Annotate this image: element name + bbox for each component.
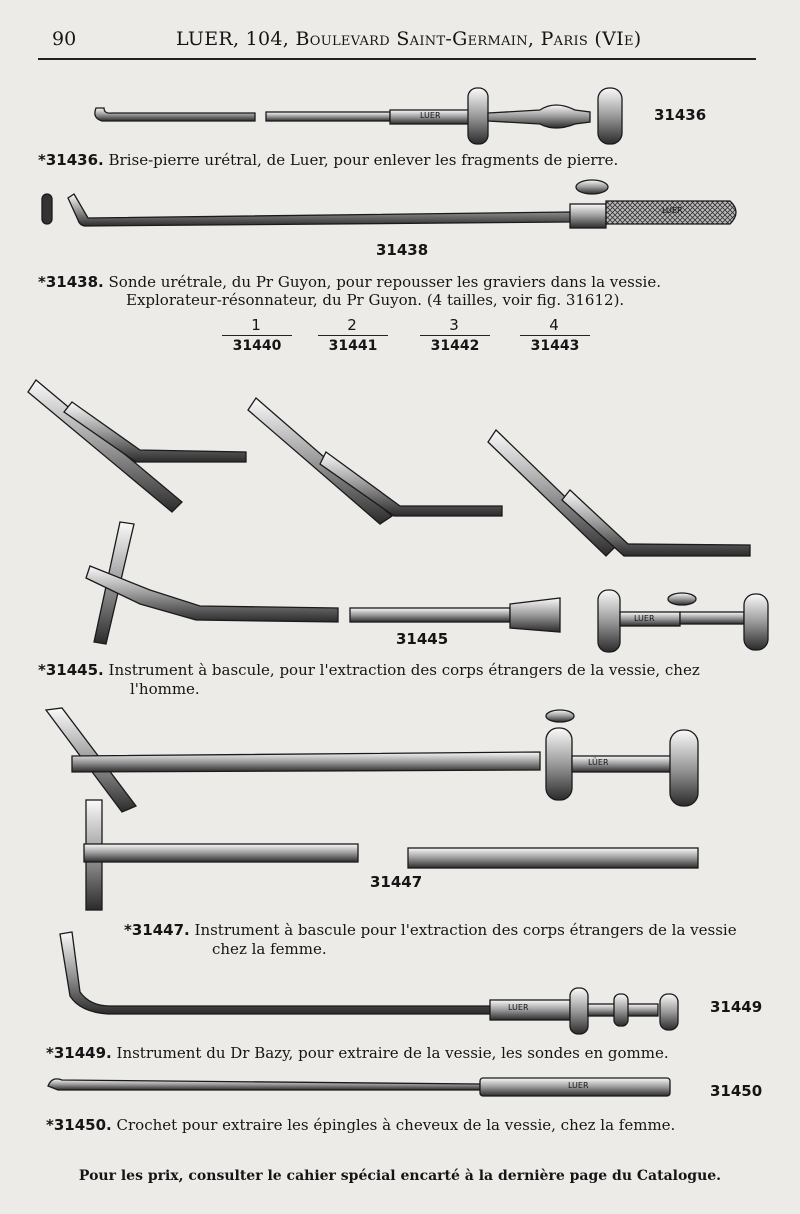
stamp-31447: LÜER [588, 758, 609, 767]
figure-number-31445: 31445 [396, 630, 449, 648]
caption-31447 [124, 921, 737, 940]
figure-number-31436: 31436 [654, 106, 707, 124]
size-ref: 31441 [318, 335, 388, 354]
stamp-31445: LUER [634, 614, 655, 623]
caption-31449 [46, 1044, 669, 1063]
size-ref: 31440 [222, 335, 292, 354]
caption-31447-line2: chez la femme. [212, 940, 327, 958]
running-head: LUER, 104, Boulevard Saint-Germain, Paris (VIe) [176, 28, 642, 50]
size-label: 1 [251, 316, 261, 334]
caption-31438 [38, 273, 661, 292]
caption-ref: *31449. [46, 1044, 112, 1062]
caption-text: Instrument à bascule, pour l'extraction des corps étrangers de la vessie, chez [108, 661, 700, 679]
caption-31445 [38, 661, 700, 680]
caption-31436 [38, 151, 618, 170]
caption-text: Sonde urétrale, du Pr Guyon, pour repousser les graviers dans la vessie. [108, 273, 661, 291]
size-label: 3 [449, 316, 459, 334]
caption-ref: *31436. [38, 151, 104, 169]
caption-text: Instrument du Dr Bazy, pour extraire de la vessie, les sondes en gomme. [116, 1044, 669, 1062]
caption-text: Brise-pierre urétral, de Luer, pour enlever les fragments de pierre. [108, 151, 619, 169]
caption-ref: *31450. [46, 1116, 112, 1134]
size-label: 2 [347, 316, 357, 334]
stamp-31450: LUER [568, 1081, 589, 1090]
size-table [226, 314, 606, 364]
caption-ref: *31447. [124, 921, 190, 939]
page-number: 90 [52, 28, 77, 50]
caption-31438-line2: Explorateur-résonnateur, du Pr Guyon. (4 tailles, voir fig. 31612). [126, 291, 625, 309]
stamp-31438: LUER [662, 206, 683, 215]
figure-31436-lithotrite [95, 88, 622, 144]
figure-number-31438: 31438 [376, 241, 429, 259]
figure-number-31449: 31449 [710, 998, 763, 1016]
caption-31445-line2: l'homme. [130, 680, 200, 698]
stamp-31449: LUER [508, 1003, 529, 1012]
header-rule [38, 58, 756, 60]
footer-note: Pour les prix, consulter le cahier spécial encarté à la dernière page du Catalogue. [78, 1168, 722, 1184]
caption-31450 [46, 1116, 675, 1135]
caption-text: Crochet pour extraire les épingles à cheveux de la vessie, chez la femme. [116, 1116, 676, 1134]
figure-tip-diagrams [28, 380, 750, 556]
caption-text: Instrument à bascule pour l'extraction des corps étrangers de la vessie [194, 921, 737, 939]
size-ref: 31443 [520, 335, 590, 354]
page-header [0, 28, 800, 58]
figure-31438-sound [42, 180, 736, 228]
size-ref: 31442 [420, 335, 490, 354]
caption-ref: *31445. [38, 661, 104, 679]
figure-number-31450: 31450 [710, 1082, 763, 1100]
caption-ref: *31438. [38, 273, 104, 291]
size-label: 4 [549, 316, 559, 334]
figure-31449-bazy [60, 932, 678, 1034]
figure-number-31447: 31447 [370, 873, 423, 891]
stamp-31436: LUER [420, 111, 441, 120]
